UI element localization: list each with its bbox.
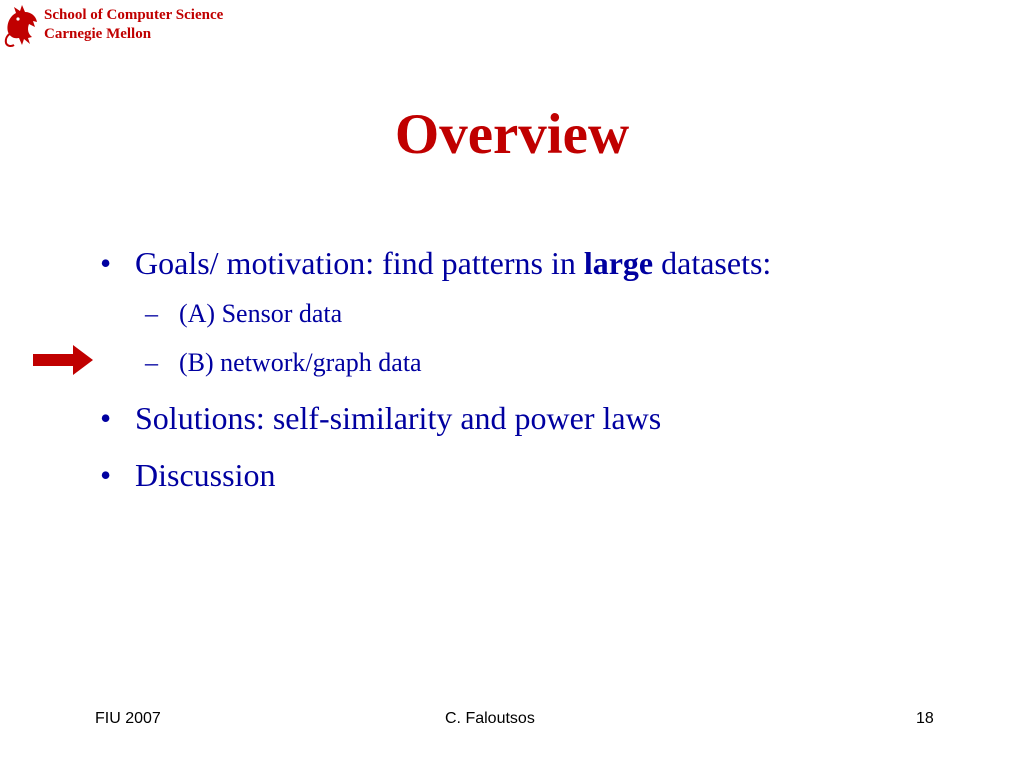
bullet-goals-text-end: datasets: (661, 245, 772, 281)
bullet-solutions (100, 398, 662, 438)
bullet-solutions-text: Solutions: self-similarity and power laws (135, 400, 662, 436)
red-arrow-right-icon (33, 345, 93, 375)
sub-bullet-sensor-data-text: (A) Sensor data (179, 299, 343, 328)
footer-page-number: 18 (916, 710, 934, 727)
university-name: Carnegie Mellon (44, 26, 152, 42)
sub-bullet-graph-data-text: (B) network/graph data (179, 348, 422, 377)
bullet-dot: • (100, 457, 112, 493)
cmu-griffin-logo-icon (2, 2, 42, 48)
bullet-goals (100, 243, 772, 283)
bullet-dot: • (100, 400, 112, 436)
bullet-discussion (100, 455, 276, 495)
bullet-goals-text: Goals/ motivation: find patterns in (135, 245, 576, 281)
sub-bullet-dash: – (145, 299, 158, 328)
bullet-goals-emphasis: large (583, 245, 654, 281)
bullet-discussion-text: Discussion (135, 457, 276, 493)
institution-name (44, 6, 223, 44)
footer-event: FIU 2007 (95, 710, 161, 727)
footer-author: C. Faloutsos (445, 710, 535, 727)
sub-bullet-sensor-data (145, 298, 343, 330)
school-name: School of Computer Science (44, 7, 224, 23)
sub-bullet-dash: – (145, 348, 158, 377)
slide-title: Overview (394, 103, 630, 166)
sub-bullet-graph-data (145, 347, 422, 379)
bullet-dot: • (100, 245, 112, 281)
